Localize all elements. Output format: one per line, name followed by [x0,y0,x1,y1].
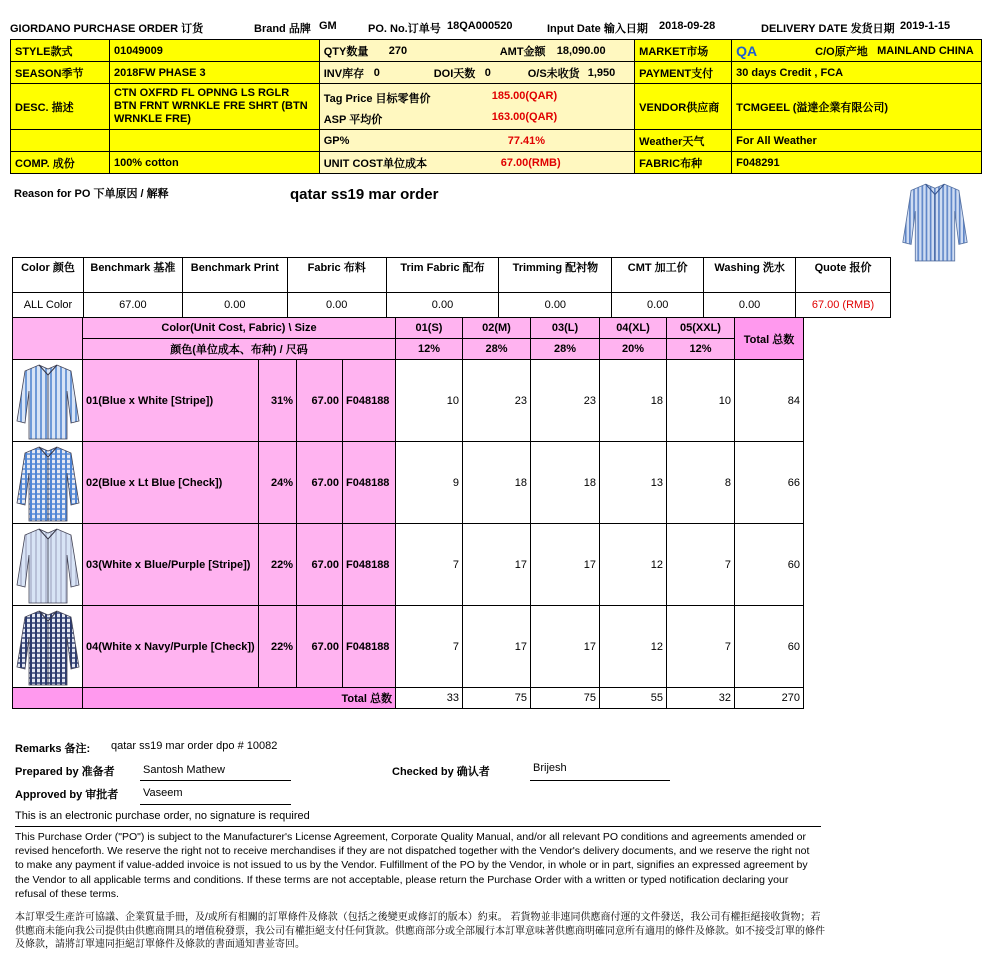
checked-value: Brijesh [533,762,567,774]
footer-total-xl: 55 [600,688,667,709]
amt-label: AMT金额 [499,45,546,58]
reason-value: qatar ss19 mar order [290,186,439,203]
shirt-thumbnail [15,443,81,522]
color-fabric: F048188 [343,442,396,524]
po-header [10,20,985,36]
remarks-label: Remarks 备注: [15,743,91,755]
qty-cell: 18 [531,442,600,524]
inv-value: 0 [373,66,380,79]
color-unit-cost: 67.00 [297,442,343,524]
qty-cell: 17 [531,524,600,606]
asp-value: 163.00(QAR) [491,110,558,123]
weather-label: Weather天气 [635,130,732,152]
cost-header-5: Trimming 配衬物 [499,258,612,293]
qty-cell: 17 [463,606,531,688]
footer-total-label: Total 总数 [83,688,396,709]
cost-header-2: Benchmark Print [182,258,287,293]
input-date-label: Input Date 输入日期 [547,23,648,35]
blank-b [109,130,319,152]
market-value: QA [736,42,758,59]
qty-cell: 8 [667,442,735,524]
terms-chinese: 本訂單受生產許可協議、企業質量手冊，及/或所有相關的訂單條件及條款（包括之後變更或修訂的版本）約束。 若貨物並非連同供應商付運的文件發送，我公司有權拒絕接收貨物；若供應商未能向我公司提供由供應商開具的增值稅發票，我公司有權拒絕支付任何貨款。供應商部分或全部履行本訂單意味著供應商明確同意所有適用的條件及條款。如不接受訂單的條件及條款，請將訂單連同拒絕訂單條件及條款的書面通知書並寄回。 [15,912,825,950]
os-label: O/S未收货 [527,67,580,80]
cost-value-6: 0.00 [612,293,704,318]
table-row [13,606,804,688]
color-percent: 22% [259,606,297,688]
total-header: Total 总数 [735,318,804,360]
tag-price-label: Tag Price 目标零售价 [323,92,431,105]
season-value: 2018FW PHASE 3 [109,62,319,84]
cost-value-8: 67.00 (RMB) [796,293,891,318]
color-unit-cost: 67.00 [297,360,343,442]
gp-cell [319,130,634,152]
qty-cell: 12 [600,606,667,688]
weather-value: For All Weather [732,130,982,152]
prepared-label: Prepared by 准备者 [15,766,115,778]
qty-cell: 23 [531,360,600,442]
market-label: MARKET市场 [635,40,732,62]
ratio-l: 28% [531,339,600,360]
market-co-cell [732,40,982,62]
cost-value-7: 0.00 [704,293,796,318]
cost-header-0: Color 颜色 [13,258,84,293]
qty-cell: 18 [600,360,667,442]
size-l: 03(L) [531,318,600,339]
delivery-date-label: DELIVERY DATE 发货日期 [761,23,895,35]
fabric-value: F048291 [732,152,982,174]
qty-cell: 7 [396,606,463,688]
color-name: 02(Blue x Lt Blue [Check]) [83,442,259,524]
color-name: 03(White x Blue/Purple [Stripe]) [83,524,259,606]
reason-label: Reason for PO 下单原因 / 解释 [14,188,169,200]
delivery-date: 2019-1-15 [900,20,951,32]
shirt-thumbnail [15,525,81,604]
size-m: 02(M) [463,318,531,339]
qty-cell: 18 [463,442,531,524]
desc-label: DESC. 描述 [11,84,110,130]
qty-value: 270 [388,44,408,57]
gp-value: 77.41% [507,134,546,147]
approved-value: Vaseem [143,787,183,799]
electronic-notice [15,810,821,827]
size-header-chinese: 颜色(单位成本、布种) / 尺码 [83,339,396,360]
footer-total-l: 75 [531,688,600,709]
size-header-blank [13,318,83,360]
terms-english: This Purchase Order ("PO") is subject to the Manufacturer's License Agreement, Corporate Quality Manual, and/or all relevant PO conditions and agreements amended or revised henceforth. We reserve the right not to receive merchandises if they are not dispatched together with the Vendor's delivery documents, and we reserve the right not to make any payment if value-added invoice is not issued to us by the Vendor. Fulfillment of the PO by the Vendor, in whole or in part, signifies an expressed agreement by the Vendor to all applicable terms and conditions. If these terms are not acceptable, please return the Purchase Order with a written or typed notification declaring your refusal of these terms. [15,831,810,900]
ratio-m: 28% [463,339,531,360]
color-unit-cost: 67.00 [297,606,343,688]
color-fabric: F048188 [343,524,396,606]
size-breakdown-table [12,317,804,709]
color-name: 01(Blue x White [Stripe]) [83,360,259,442]
style-value: 01049009 [109,40,319,62]
po-number: 18QA000520 [447,20,513,32]
grand-total: 270 [735,688,804,709]
cost-value-0: ALL Color [13,293,84,318]
qty-amt-cell [319,40,634,62]
ratio-xxl: 12% [667,339,735,360]
row-total: 84 [735,360,804,442]
unit-cost-label: UNIT COST单位成本 [323,157,428,170]
footer-blank [13,688,83,709]
ratio-s: 12% [396,339,463,360]
comp-value: 100% cotton [109,152,319,174]
qty-cell: 17 [463,524,531,606]
input-date: 2018-09-28 [659,20,716,32]
qty-cell: 13 [600,442,667,524]
payment-label: PAYMENT支付 [635,62,732,84]
qty-label: QTY数量 [323,45,369,58]
gp-label: GP% [323,134,350,147]
vendor-value: TCMGEEL (溢達企業有限公司) [732,84,982,130]
cost-value-4: 0.00 [386,293,499,318]
checked-field [530,762,670,781]
color-thumbnail-cell [13,442,83,524]
prepared-field [140,764,291,781]
footer-total-xxl: 32 [667,688,735,709]
remarks-value: qatar ss19 mar order dpo # 10082 [111,740,278,752]
size-xl: 04(XL) [600,318,667,339]
doi-label: DOI天数 [433,67,476,80]
amt-value: 18,090.00 [556,44,606,57]
color-percent: 31% [259,360,297,442]
size-header-english: Color(Unit Cost, Fabric) \ Size [83,318,396,339]
color-percent: 24% [259,442,297,524]
footer-total-m: 75 [463,688,531,709]
cost-header-4: Trim Fabric 配布 [386,258,499,293]
doi-value: 0 [484,66,491,79]
row-total: 66 [735,442,804,524]
color-fabric: F048188 [343,360,396,442]
color-name: 04(White x Navy/Purple [Check]) [83,606,259,688]
row-total: 60 [735,606,804,688]
color-percent: 22% [259,524,297,606]
tag-price-value: 185.00(QAR) [491,89,558,102]
qty-cell: 7 [396,524,463,606]
color-thumbnail-cell [13,524,83,606]
approved-field [140,787,291,805]
shirt-thumbnail [15,607,81,686]
color-thumbnail-cell [13,606,83,688]
table-row [13,442,804,524]
qty-cell: 10 [667,360,735,442]
desc-value: CTN OXFRD FL OPNNG LS RGLR BTN FRNT WRNKLE FRE SHRT (BTN WRNKLE FRE) [109,84,319,130]
checked-label: Checked by 确认者 [392,766,490,778]
comp-label: COMP. 成份 [11,152,110,174]
cost-value-1: 67.00 [83,293,182,318]
asp-label: ASP 平均价 [323,113,383,126]
cost-header-8: Quote 报价 [796,258,891,293]
season-label: SEASON季节 [11,62,110,84]
po-number-label: PO. No.订单号 [368,23,441,35]
shirt-image [895,180,975,262]
price-cell [319,84,634,130]
size-xxl: 05(XXL) [667,318,735,339]
size-s: 01(S) [396,318,463,339]
qty-cell: 12 [600,524,667,606]
cost-value-5: 0.00 [499,293,612,318]
shirt-thumbnail [15,361,81,440]
color-thumbnail-cell [13,360,83,442]
cost-header-6: CMT 加工价 [612,258,704,293]
fabric-label: FABRIC布种 [635,152,732,174]
color-unit-cost: 67.00 [297,524,343,606]
brand-value: GM [319,20,337,32]
table-row [13,360,804,442]
footer-total-s: 33 [396,688,463,709]
co-label: C/O原产地 [815,45,868,58]
brand-label: Brand 品牌 [254,23,311,35]
vendor-label: VENDOR供应商 [635,84,732,130]
qty-cell: 7 [667,606,735,688]
qty-cell: 10 [396,360,463,442]
payment-value: 30 days Credit , FCA [732,62,982,84]
unit-cost-value: 67.00(RMB) [500,156,561,169]
approved-label: Approved by 审批者 [15,789,119,801]
blank-a [11,130,110,152]
order-info-grid [10,39,982,174]
cost-header-7: Washing 洗水 [704,258,796,293]
ratio-xl: 20% [600,339,667,360]
co-value: MAINLAND CHINA [877,44,974,57]
style-label: STYLE款式 [11,40,110,62]
cost-value-3: 0.00 [287,293,386,318]
qty-cell: 17 [531,606,600,688]
cost-header-1: Benchmark 基准 [83,258,182,293]
row-total: 60 [735,524,804,606]
prepared-value: Santosh Mathew [143,764,225,776]
unit-cost-cell [319,152,634,174]
os-value: 1,950 [587,66,616,79]
cost-value-2: 0.00 [182,293,287,318]
table-row [13,524,804,606]
po-title: GIORDANO PURCHASE ORDER 订货 [10,23,204,35]
electronic-notice-text: This is an electronic purchase order, no signature is required [15,810,310,822]
qty-cell: 9 [396,442,463,524]
color-fabric: F048188 [343,606,396,688]
qty-cell: 7 [667,524,735,606]
inv-label: INV库存 [323,67,365,80]
cost-breakdown-table [12,257,891,318]
qty-cell: 23 [463,360,531,442]
inventory-cell [319,62,634,84]
cost-header-3: Fabric 布料 [287,258,386,293]
